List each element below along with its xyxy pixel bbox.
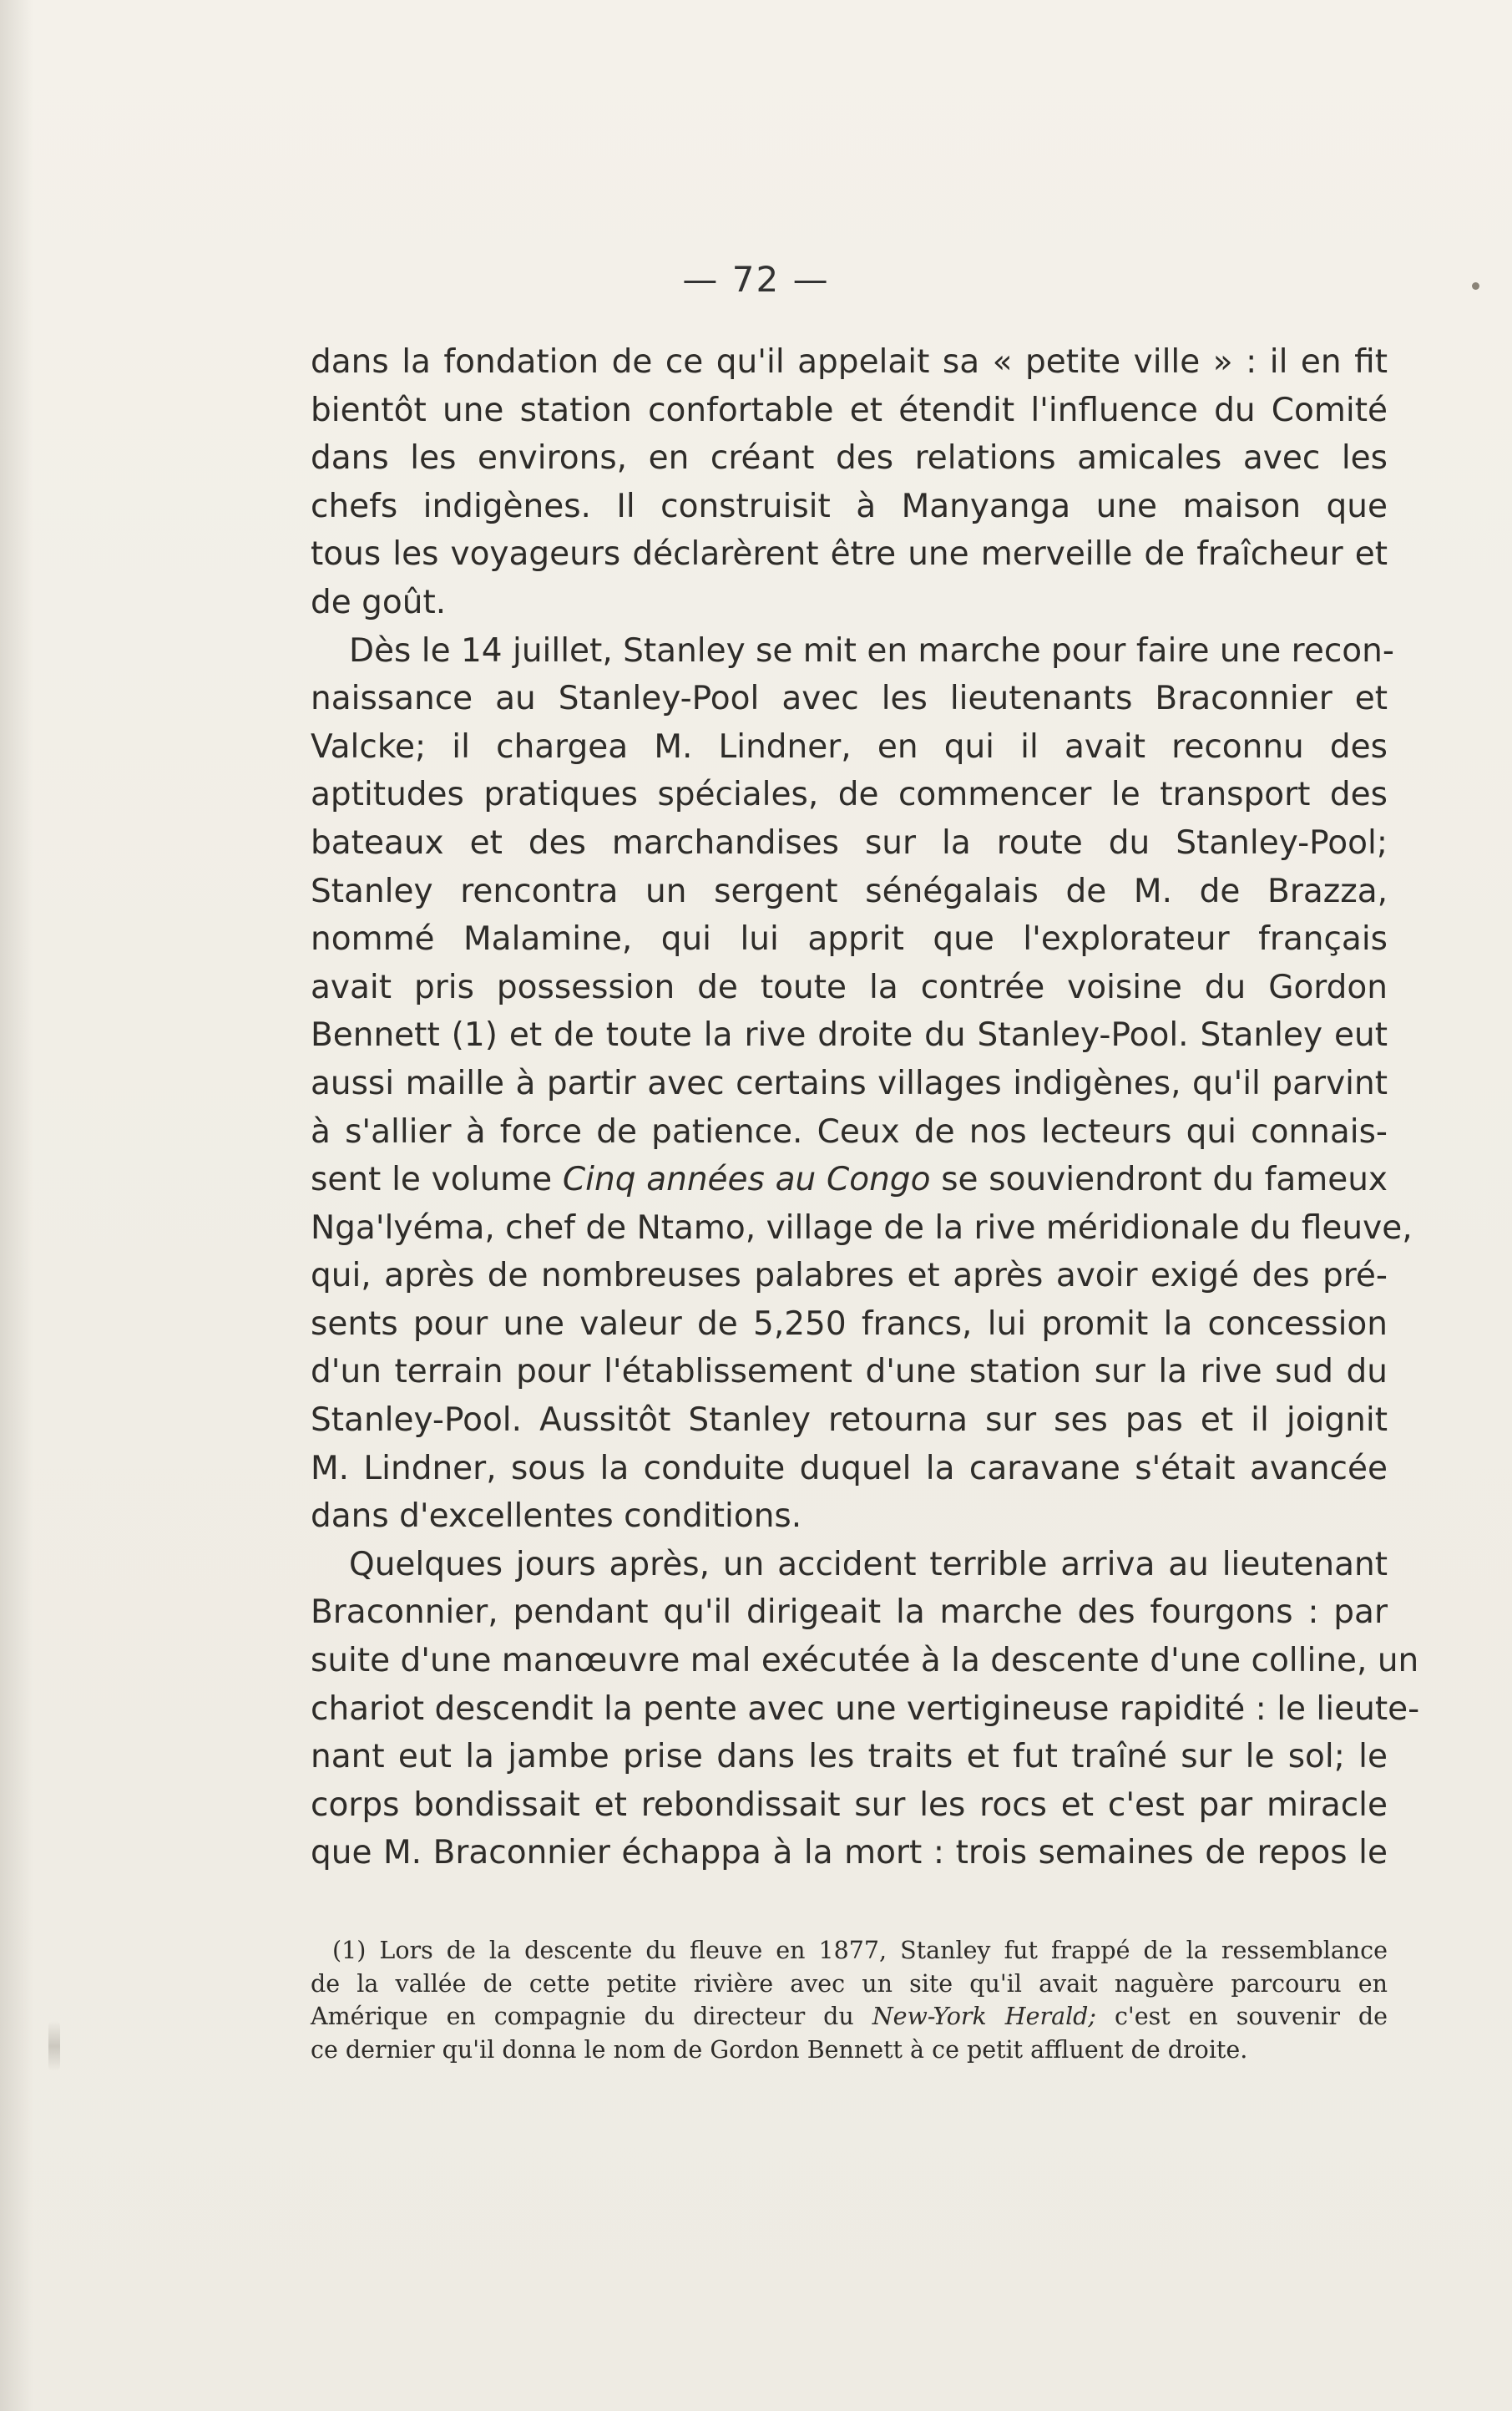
book-title: Cinq années au Congo [562, 1161, 931, 1199]
body-line: M. Lindner, sous la conduite duquel la caravane s'était avancée [311, 1449, 1388, 1487]
body-line: nommé Malamine, qui lui apprit que l'explorateur français [311, 920, 1388, 959]
body-line-with-title [311, 1156, 1388, 1204]
body-line: à s'allier à force de patience. Ceux de nos lecteurs qui connais- [311, 1112, 1388, 1151]
body-line: Braconnier, pendant qu'il dirigeait la marche des fourgons : par [311, 1593, 1388, 1632]
body-line: Dès le 14 juillet, Stanley se mit en marche pour faire une recon- [349, 631, 1394, 670]
body-line: Quelques jours après, un accident terrible arriva au lieutenant [349, 1545, 1388, 1583]
body-line: qui, après de nombreuses palabres et après avoir exigé des pré- [311, 1257, 1388, 1295]
newspaper-title: New-York Herald; [872, 2003, 1097, 2030]
body-line: Valcke; il chargea M. Lindner, en qui il avait reconnu des [311, 727, 1388, 766]
body-line: tous les voyageurs déclarèrent être une merveille de fraîcheur et [311, 535, 1388, 574]
footnote [311, 1934, 1388, 2066]
footnote-line: ce dernier qu'il donna le nom de Gordon Bennett à ce petit affluent de droite. [311, 2035, 1248, 2064]
body-line: Bennett (1) et de toute la rive droite du Stanley-Pool. Stanley eut [311, 1016, 1388, 1055]
body-line-text: se souviendront du fameux [930, 1161, 1388, 1199]
body-line: bateaux et des marchandises sur la route du Stanley-Pool; [311, 823, 1388, 862]
body-line: corps bondissait et rebondissait sur les rocs et c'est par miracle [311, 1785, 1388, 1824]
page-number: — 72 — [682, 259, 830, 300]
footnote-text: c'est en souvenir de [1096, 2003, 1388, 2030]
body-line: sents pour une valeur de 5,250 francs, lui promit la concession [311, 1304, 1388, 1343]
body-line: aptitudes pratiques spéciales, de commencer le transport des [311, 776, 1388, 814]
body-line: que M. Braconnier échappa à la mort : trois semaines de repos le [311, 1834, 1388, 1872]
body-line: naissance au Stanley-Pool avec les lieutenants Braconnier et [311, 680, 1388, 718]
body-line: nant eut la jambe prise dans les traits et fut traîné sur le sol; le [311, 1738, 1388, 1776]
body-line: aussi maille à partir avec certains villages indigènes, qu'il parvint [311, 1064, 1388, 1102]
body-line: Nga'lyéma, chef de Ntamo, village de la rive méridionale du fleuve, [311, 1208, 1413, 1247]
body-line: d'un terrain pour l'établissement d'une station sur la rive sud du [311, 1353, 1388, 1391]
footnote-line: (1) Lors de la descente du fleuve en 1877, Stanley fut frappé de la ressemblance [332, 1937, 1388, 1964]
body-line: dans la fondation de ce qu'il appelait sa « petite ville » : il en fit [311, 343, 1388, 381]
body-text [311, 338, 1420, 1877]
footnote-text: Amérique en compagnie du directeur du [311, 2003, 872, 2030]
ink-speck [1472, 282, 1479, 290]
body-line: Stanley rencontra un sergent sénégalais de M. de Brazza, [311, 872, 1388, 910]
body-line: dans les environs, en créant des relations amicales avec les [311, 439, 1388, 478]
body-line-text: sent le volume [311, 1161, 563, 1199]
footnote-line: de la vallée de cette petite rivière avec un site qu'il avait naguère parcouru en [311, 1969, 1388, 1998]
body-line: chefs indigènes. Il construisit à Manyanga une maison que [311, 487, 1388, 525]
body-line: Stanley-Pool. Aussitôt Stanley retourna sur ses pas et il joignit [311, 1401, 1388, 1440]
body-line: de goût. [311, 583, 447, 621]
spine-shadow [0, 0, 33, 2411]
body-line: dans d'excellentes conditions. [311, 1497, 802, 1536]
body-line: chariot descendit la pente avec une vertigineuse rapidité : le lieute- [311, 1689, 1420, 1728]
body-line: bientôt une station confortable et étendit l'influence du Comité [311, 391, 1388, 429]
body-line: suite d'une manœuvre mal exécutée à la descente d'une colline, un [311, 1642, 1419, 1680]
footnote-line-with-title [311, 2000, 1388, 2034]
body-line: avait pris possession de toute la contrée voisine du Gordon [311, 968, 1388, 1006]
page-edge-smudge [48, 2021, 60, 2071]
